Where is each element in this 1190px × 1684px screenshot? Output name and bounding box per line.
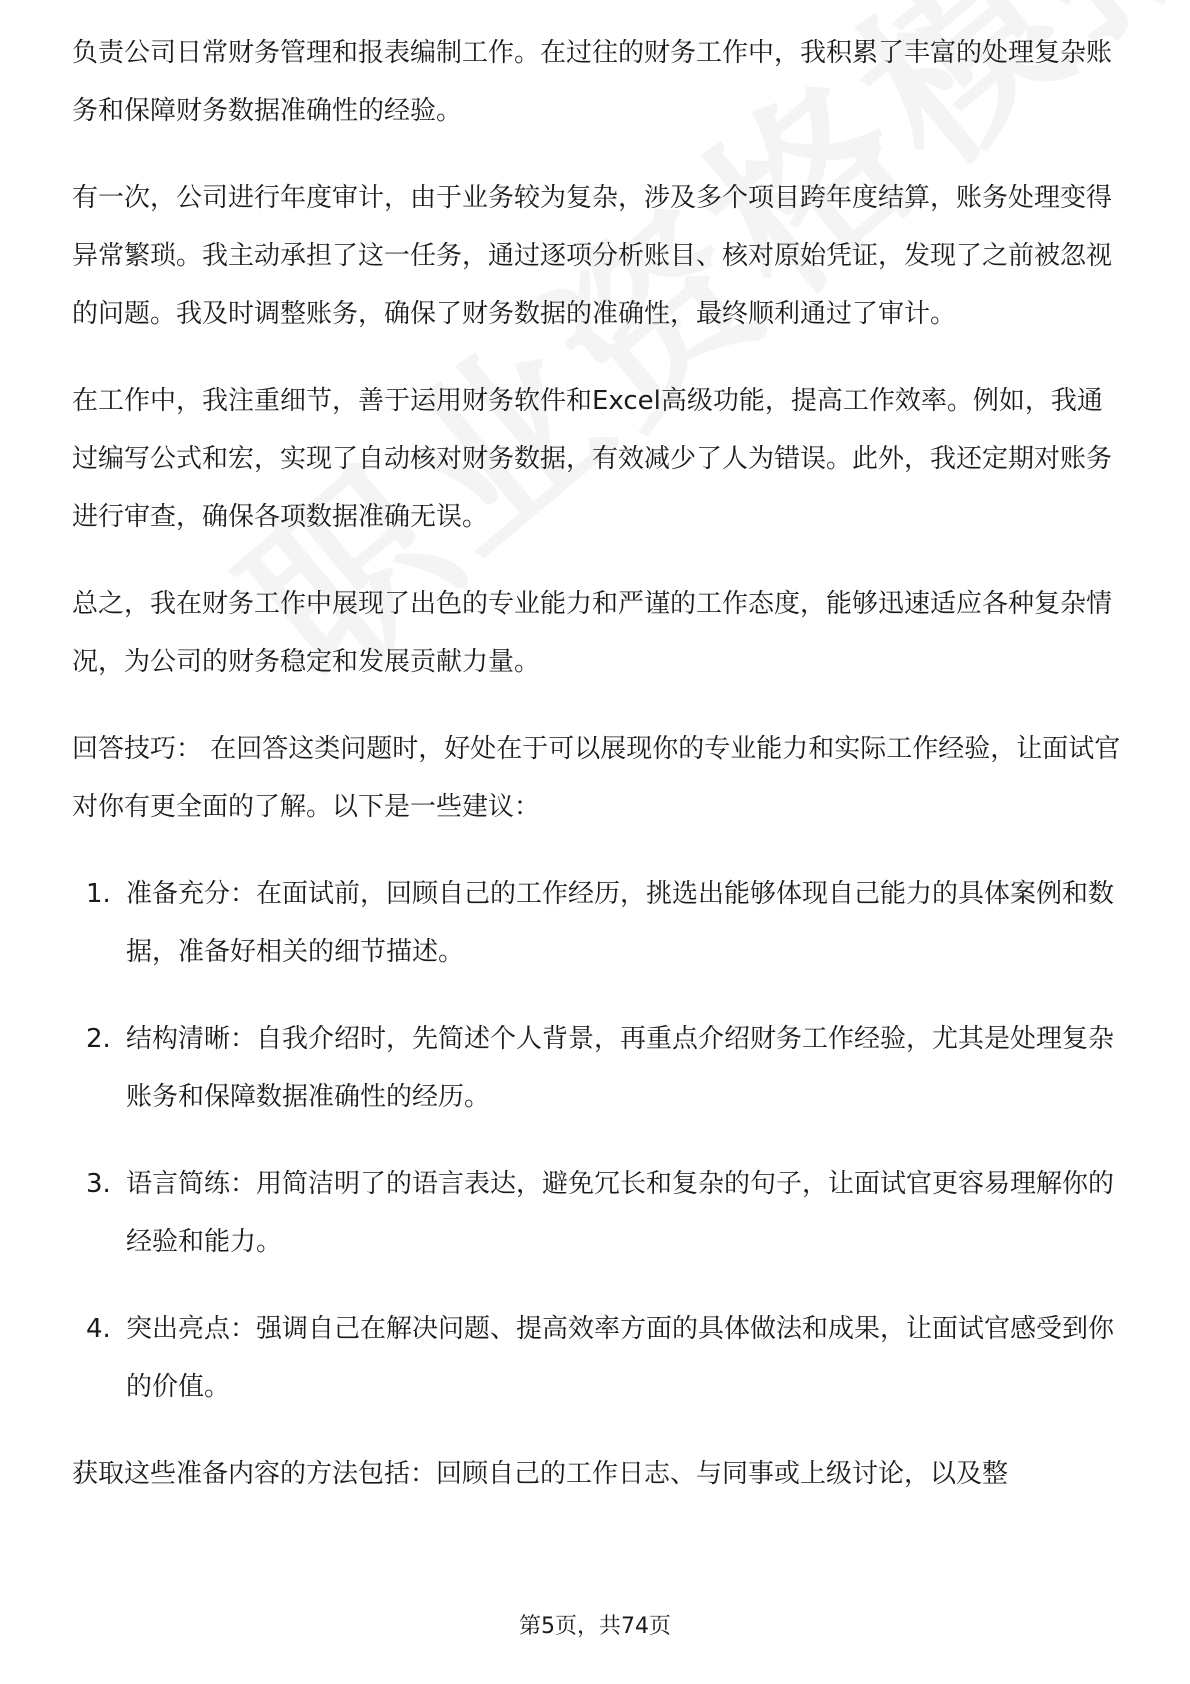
list-item bbox=[72, 865, 1122, 981]
list-item bbox=[72, 1155, 1122, 1271]
list-item-number: 4. bbox=[86, 1314, 111, 1344]
list-item-number: 1. bbox=[86, 879, 111, 909]
paragraph-summary: 总之，我在财务工作中展现了出色的专业能力和严谨的工作态度，能够迅速适应各种复杂情况，为公司的财务稳定和发展贡献力量。 bbox=[72, 589, 1113, 677]
page-content bbox=[72, 24, 1122, 1503]
tips-list bbox=[72, 865, 1122, 1416]
list-item-text: 准备充分：在面试前，回顾自己的工作经历，挑选出能够体现自己能力的具体案例和数据，准备好相关的细节描述。 bbox=[126, 879, 1115, 967]
list-item-text: 结构清晰：自我介绍时，先简述个人背景，再重点介绍财务工作经验，尤其是处理复杂账务和保障数据准确性的经历。 bbox=[126, 1024, 1115, 1112]
paragraph-work-habits: 在工作中，我注重细节，善于运用财务软件和Excel高级功能，提高工作效率。例如，我通过编写公式和宏，实现了自动核对财务数据，有效减少了人为错误。此外，我还定期对账务进行审查，确保各项数据准确无误。 bbox=[72, 386, 1113, 532]
page-number: 第5页，共74页 bbox=[519, 1614, 671, 1639]
list-item-text: 突出亮点：强调自己在解决问题、提高效率方面的具体做法和成果，让面试官感受到你的价值。 bbox=[126, 1314, 1115, 1402]
paragraph-preparation-methods: 获取这些准备内容的方法包括：回顾自己的工作日志、与同事或上级讨论，以及整 bbox=[72, 1459, 1009, 1489]
list-item-text: 语言简练：用简洁明了的语言表达，避免冗长和复杂的句子，让面试官更容易理解你的经验和能力。 bbox=[126, 1169, 1115, 1257]
list-item bbox=[72, 1300, 1122, 1416]
paragraph-audit-story: 有一次，公司进行年度审计，由于业务较为复杂，涉及多个项目跨年度结算，账务处理变得异常繁琐。我主动承担了这一任务，通过逐项分析账目、核对原始凭证，发现了之前被忽视的问题。我及时调整账务，确保了财务数据的准确性，最终顺利通过了审计。 bbox=[72, 183, 1113, 329]
list-item bbox=[72, 1010, 1122, 1126]
paragraph-answer-tips: 回答技巧： 在回答这类问题时，好处在于可以展现你的专业能力和实际工作经验，让面试官对你有更全面的了解。以下是一些建议： bbox=[72, 734, 1121, 822]
list-item-number: 3. bbox=[86, 1169, 111, 1199]
list-item-number: 2. bbox=[86, 1024, 111, 1054]
paragraph-experience: 负责公司日常财务管理和报表编制工作。在过往的财务工作中，我积累了丰富的处理复杂账务和保障财务数据准确性的经验。 bbox=[72, 38, 1113, 126]
